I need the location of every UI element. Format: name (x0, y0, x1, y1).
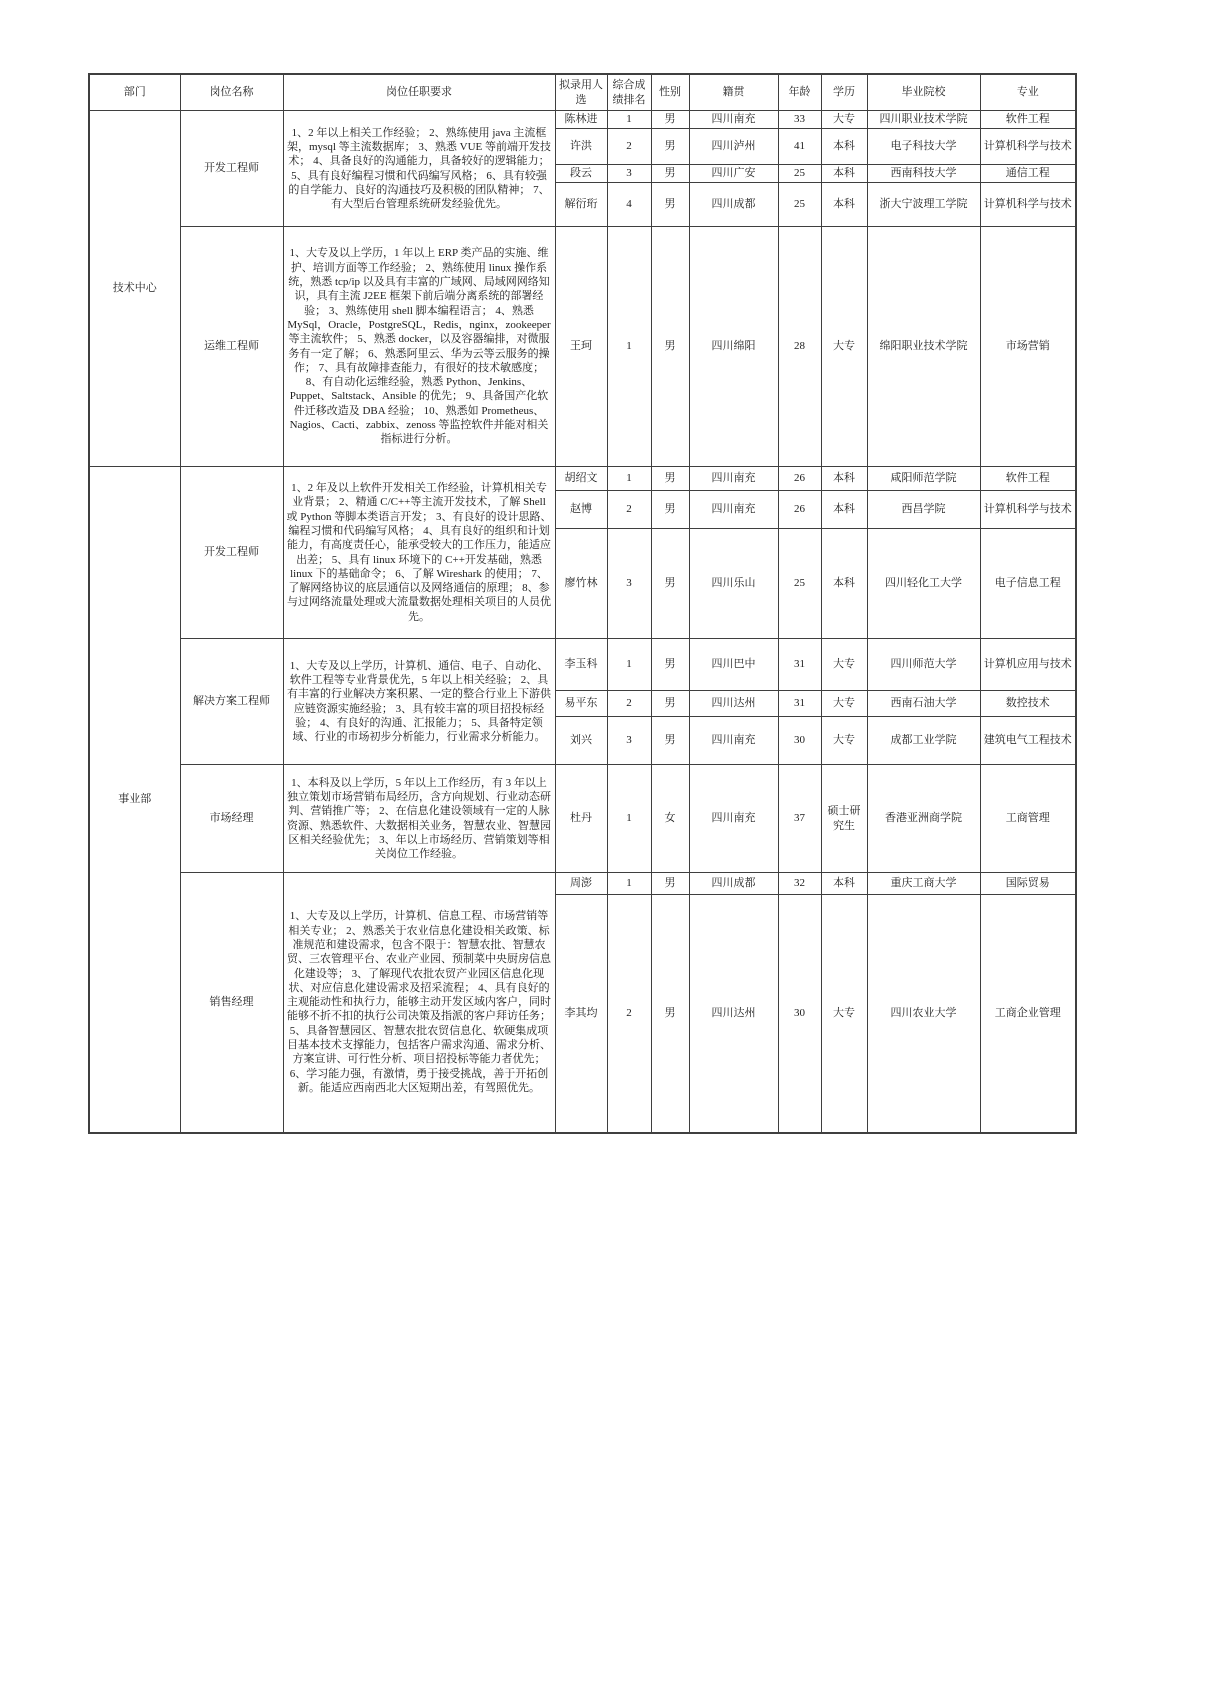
gender-cell: 男 (651, 467, 689, 491)
rank-cell: 1 (607, 111, 651, 129)
rank-cell: 2 (607, 491, 651, 529)
hometown-cell: 四川绵阳 (689, 227, 778, 467)
candidate-name-cell: 李其均 (555, 895, 607, 1133)
gender-cell: 男 (651, 873, 689, 895)
requirements-cell: 1、大专及以上学历，计算机、通信、电子、自动化、软件工程等专业背景优先，5 年以上相关经验； 2、具有丰富的行业解决方案积累、一定的整合行业上下游供应链资源实施经验； 3、具有较丰富的项目招投标经验； 4、有良好的沟通、汇报能力； 5、具备特定领域、行业的市场初步分析能力，行业需求分析能力。 (283, 639, 555, 765)
school-cell: 四川职业技术学院 (867, 111, 980, 129)
table-row (89, 227, 1076, 467)
rank-cell: 1 (607, 227, 651, 467)
candidate-name-cell: 王珂 (555, 227, 607, 467)
age-cell: 25 (778, 183, 821, 227)
hometown-cell: 四川南充 (689, 717, 778, 765)
hometown-cell: 四川南充 (689, 111, 778, 129)
education-cell: 本科 (821, 873, 867, 895)
rank-cell: 2 (607, 691, 651, 717)
requirements-cell: 1、本科及以上学历，5 年以上工作经历，有 3 年以上独立策划市场营销布局经历，含方向规划、行业动态研判、营销推广等； 2、在信息化建设领域有一定的人脉资源、熟悉软件、大数据相关业务，智慧农业、智慧园区相关经验优先； 3、年以上市场经历、营销策划等相关岗位工作经验。 (283, 765, 555, 873)
major-cell: 工商企业管理 (980, 895, 1076, 1133)
major-cell: 计算机科学与技术 (980, 491, 1076, 529)
gender-cell: 男 (651, 895, 689, 1133)
candidate-name-cell: 杜丹 (555, 765, 607, 873)
gender-cell: 男 (651, 165, 689, 183)
major-cell: 工商管理 (980, 765, 1076, 873)
gender-cell: 男 (651, 717, 689, 765)
requirements-cell: 1、大专及以上学历，1 年以上 ERP 类产品的实施、维护、培训方面等工作经验； 2、熟练使用 linux 操作系统，熟悉 tcp/ip 以及具有丰富的广域网、局域网网络知识，具有主流 J2EE 框架下前后端分离系统的部署经验； 3、熟练使用 shell 脚本编程语言； 4、熟悉 MySql，Oracle，PostgreSQL，Redis，nginx，zookeeper 等主流软件； 5、熟悉 docker，以及容器编排，对微服务有一定了解； 6、熟悉阿里云、华为云等云服务的操作； 7、具有故障排查能力，有很好的技术敏感度； 8、有自动化运维经验，熟悉 Python、Jenkins、Puppet、Saltstack、Ansible 的优先； 9、具备国产化软件迁移改造及 DBA 经验； 10、熟悉如 Prometheus、Nagios、Cacti、zabbix、zenoss 等监控软件并能对相关指标进行分析。 (283, 227, 555, 467)
header-rank: 综合成绩排名 (607, 74, 651, 111)
hometown-cell: 四川巴中 (689, 639, 778, 691)
age-cell: 31 (778, 691, 821, 717)
position-cell: 市场经理 (180, 765, 283, 873)
department-cell: 事业部 (89, 467, 180, 1133)
rank-cell: 3 (607, 165, 651, 183)
age-cell: 30 (778, 895, 821, 1133)
age-cell: 25 (778, 165, 821, 183)
header-requirements: 岗位任职要求 (283, 74, 555, 111)
age-cell: 41 (778, 129, 821, 165)
major-cell: 市场营销 (980, 227, 1076, 467)
school-cell: 香港亚洲商学院 (867, 765, 980, 873)
hometown-cell: 四川乐山 (689, 529, 778, 639)
education-cell: 本科 (821, 491, 867, 529)
age-cell: 26 (778, 467, 821, 491)
gender-cell: 女 (651, 765, 689, 873)
hometown-cell: 四川广安 (689, 165, 778, 183)
major-cell: 通信工程 (980, 165, 1076, 183)
age-cell: 25 (778, 529, 821, 639)
header-candidate: 拟录用人选 (555, 74, 607, 111)
school-cell: 成都工业学院 (867, 717, 980, 765)
gender-cell: 男 (651, 183, 689, 227)
school-cell: 四川师范大学 (867, 639, 980, 691)
major-cell: 建筑电气工程技术 (980, 717, 1076, 765)
school-cell: 四川轻化工大学 (867, 529, 980, 639)
position-cell: 开发工程师 (180, 467, 283, 639)
header-row (89, 74, 1076, 111)
school-cell: 西南石油大学 (867, 691, 980, 717)
major-cell: 软件工程 (980, 467, 1076, 491)
requirements-cell: 1、大专及以上学历，计算机、信息工程、市场营销等相关专业； 2、熟悉关于农业信息化建设相关政策、标准规范和建设需求，包含不限于：智慧农批、智慧农贸、三农管理平台、农业产业园、预制菜中央厨房信息化建设等； 3、了解现代农批农贸产业园区信息化现状、对应信息化建设需求及招采流程； 4、具有良好的主观能动性和执行力，能够主动开发区域内客户，同时能够不折不扣的执行公司决策及指派的客户拜访任务； 5、具备智慧园区、智慧农批农贸信息化、软硬集成项目基本技术支撑能力，包括客户需求沟通、需求分析、方案宣讲、可行性分析、项目招投标等能力者优先； 6、学习能力强，有激情，勇于接受挑战，善于开拓创新。能适应西南西北大区短期出差，有驾照优先。 (283, 873, 555, 1133)
header-major: 专业 (980, 74, 1076, 111)
education-cell: 大专 (821, 111, 867, 129)
education-cell: 硕士研究生 (821, 765, 867, 873)
rank-cell: 2 (607, 129, 651, 165)
age-cell: 30 (778, 717, 821, 765)
education-cell: 大专 (821, 717, 867, 765)
table-row (89, 765, 1076, 873)
header-education: 学历 (821, 74, 867, 111)
table-row (89, 639, 1076, 691)
education-cell: 大专 (821, 639, 867, 691)
requirements-cell: 1、2 年以上相关工作经验； 2、熟练使用 java 主流框架，mysql 等主流数据库； 3、熟悉 VUE 等前端开发技术； 4、具备良好的沟通能力，具备较好的逻辑能力； 5、具有良好编程习惯和代码编写风格； 6、具有较强的自学能力、良好的沟通技巧及积极的团队精神； 7、有大型后台管理系统研发经验优先。 (283, 111, 555, 227)
gender-cell: 男 (651, 491, 689, 529)
school-cell: 西昌学院 (867, 491, 980, 529)
hometown-cell: 四川泸州 (689, 129, 778, 165)
education-cell: 本科 (821, 529, 867, 639)
header-position: 岗位名称 (180, 74, 283, 111)
school-cell: 绵阳职业技术学院 (867, 227, 980, 467)
age-cell: 37 (778, 765, 821, 873)
candidate-name-cell: 李玉科 (555, 639, 607, 691)
candidate-name-cell: 廖竹林 (555, 529, 607, 639)
hometown-cell: 四川南充 (689, 765, 778, 873)
candidate-name-cell: 陈林进 (555, 111, 607, 129)
education-cell: 大专 (821, 227, 867, 467)
education-cell: 本科 (821, 183, 867, 227)
gender-cell: 男 (651, 129, 689, 165)
major-cell: 电子信息工程 (980, 529, 1076, 639)
header-department: 部门 (89, 74, 180, 111)
age-cell: 32 (778, 873, 821, 895)
gender-cell: 男 (651, 111, 689, 129)
candidate-name-cell: 胡绍文 (555, 467, 607, 491)
requirements-cell: 1、2 年及以上软件开发相关工作经验，计算机相关专业背景； 2、精通 C/C++等主流开发技术，了解 Shell 或 Python 等脚本类语言开发； 3、有良好的设计思路、编程习惯和代码编写风格； 4、具有良好的组织和计划能力，有高度责任心，能承受较大的工作压力，能适应出差； 5、具有 linux 环境下的 C++开发基础，熟悉 linux 下的基础命令； 6、了解 Wireshark 的使用； 7、了解网络协议的底层通信以及网络通信的原理； 8、参与过网络流量处理或大流量数据处理相关项目的人员优先。 (283, 467, 555, 639)
rank-cell: 1 (607, 873, 651, 895)
school-cell: 咸阳师范学院 (867, 467, 980, 491)
age-cell: 33 (778, 111, 821, 129)
candidate-name-cell: 段云 (555, 165, 607, 183)
hometown-cell: 四川成都 (689, 183, 778, 227)
major-cell: 计算机科学与技术 (980, 183, 1076, 227)
candidate-name-cell: 解衍珩 (555, 183, 607, 227)
candidate-name-cell: 赵博 (555, 491, 607, 529)
department-cell: 技术中心 (89, 111, 180, 467)
candidate-name-cell: 刘兴 (555, 717, 607, 765)
header-gender: 性别 (651, 74, 689, 111)
major-cell: 国际贸易 (980, 873, 1076, 895)
candidate-name-cell: 许洪 (555, 129, 607, 165)
hometown-cell: 四川南充 (689, 467, 778, 491)
major-cell: 软件工程 (980, 111, 1076, 129)
candidate-name-cell: 周澎 (555, 873, 607, 895)
table-row (89, 111, 1076, 129)
major-cell: 计算机科学与技术 (980, 129, 1076, 165)
education-cell: 本科 (821, 165, 867, 183)
school-cell: 西南科技大学 (867, 165, 980, 183)
hometown-cell: 四川南充 (689, 491, 778, 529)
major-cell: 计算机应用与技术 (980, 639, 1076, 691)
position-cell: 销售经理 (180, 873, 283, 1133)
position-cell: 开发工程师 (180, 111, 283, 227)
table-row (89, 467, 1076, 491)
age-cell: 26 (778, 491, 821, 529)
rank-cell: 3 (607, 717, 651, 765)
age-cell: 28 (778, 227, 821, 467)
education-cell: 本科 (821, 467, 867, 491)
education-cell: 大专 (821, 895, 867, 1133)
rank-cell: 4 (607, 183, 651, 227)
hometown-cell: 四川达州 (689, 691, 778, 717)
major-cell: 数控技术 (980, 691, 1076, 717)
school-cell: 浙大宁波理工学院 (867, 183, 980, 227)
candidate-name-cell: 易平东 (555, 691, 607, 717)
rank-cell: 1 (607, 765, 651, 873)
school-cell: 电子科技大学 (867, 129, 980, 165)
hometown-cell: 四川成都 (689, 873, 778, 895)
rank-cell: 2 (607, 895, 651, 1133)
position-cell: 解决方案工程师 (180, 639, 283, 765)
rank-cell: 1 (607, 639, 651, 691)
gender-cell: 男 (651, 529, 689, 639)
header-hometown: 籍贯 (689, 74, 778, 111)
education-cell: 本科 (821, 129, 867, 165)
header-age: 年龄 (778, 74, 821, 111)
header-school: 毕业院校 (867, 74, 980, 111)
table-row (89, 873, 1076, 895)
position-cell: 运维工程师 (180, 227, 283, 467)
gender-cell: 男 (651, 639, 689, 691)
rank-cell: 3 (607, 529, 651, 639)
hometown-cell: 四川达州 (689, 895, 778, 1133)
school-cell: 四川农业大学 (867, 895, 980, 1133)
education-cell: 大专 (821, 691, 867, 717)
rank-cell: 1 (607, 467, 651, 491)
age-cell: 31 (778, 639, 821, 691)
school-cell: 重庆工商大学 (867, 873, 980, 895)
gender-cell: 男 (651, 227, 689, 467)
gender-cell: 男 (651, 691, 689, 717)
recruitment-table (88, 73, 1077, 1134)
